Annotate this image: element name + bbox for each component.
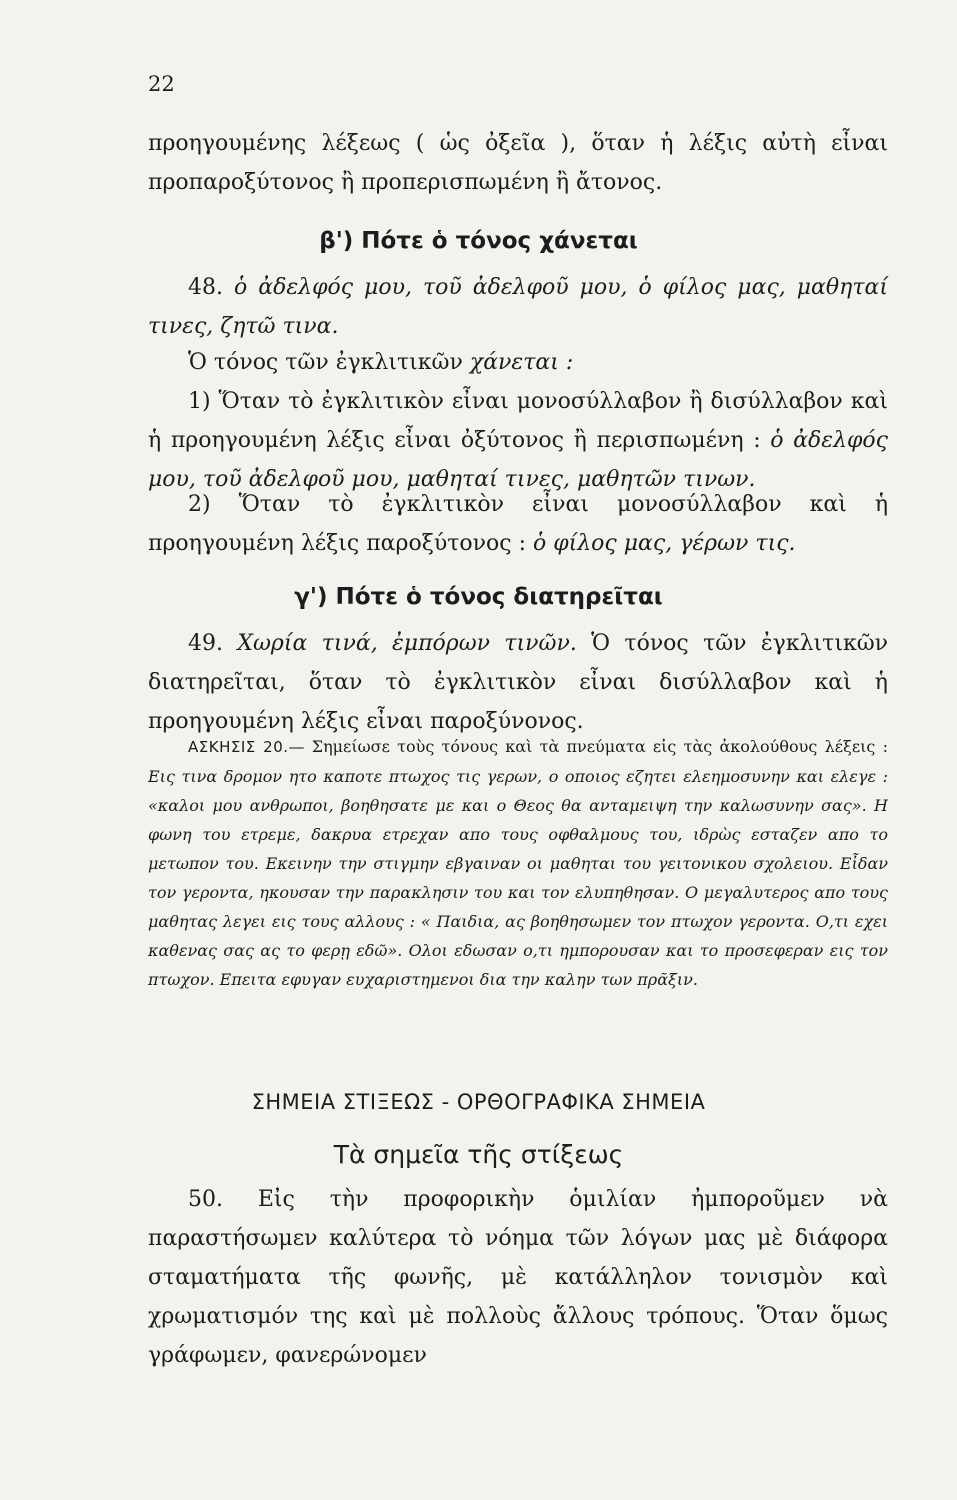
- rule-intro-italic: χάνεται :: [469, 350, 574, 375]
- rule-intro-plain: Ὁ τόνος τῶν ἐγκλιτικῶν: [188, 350, 470, 375]
- chapter-title: ΣΗΜΕΙΑ ΣΤΙΞΕΩΣ - ΟΡΘΟΓΡΑΦΙΚΑ ΣΗΜΕΙΑ: [251, 1090, 706, 1114]
- heading-accent-kept: γ') Πότε ὁ τόνος διατηρεῖται: [294, 584, 663, 610]
- paragraph-continuation: προηγουμένης λέξεως ( ὡς ὀξεῖα ), ὅταν ἡ λέξις αὐτὴ εἶναι προπαροξύτονος ἢ προπερισπωμένη ἢ ἄτονος.: [148, 131, 888, 195]
- example-48: [148, 268, 888, 346]
- paragraph-50-text: Εἰς τὴν προφορικὴν ὁμιλίαν ἠμποροῦμεν νὰ παραστήσωμεν καλύτερα τὸ νόημα τῶν λόγων μας μὲ διάφορα σταματήματα τῆς φωνῆς, μὲ κατάλληλον τονισμὸν καὶ χρωματισμόν της καὶ μὲ πολλοὺς ἄλλους τρόπους. Ὅταν ὅμως γράφωμεν, φανερώνομεν: [148, 1187, 888, 1368]
- example-48-number: 48.: [188, 275, 223, 300]
- exercise-20: [148, 732, 888, 994]
- paragraph-50-number: 50.: [188, 1187, 223, 1212]
- example-49-italic: Χωρία τινά, ἐμπόρων τινῶν.: [237, 631, 577, 656]
- rule-intro: [148, 343, 888, 382]
- page-number: 22: [148, 72, 175, 96]
- heading-accent-lost: β') Πότε ὁ τόνος χάνεται: [319, 228, 638, 254]
- example-49-number: 49.: [188, 631, 223, 656]
- example-49: [148, 624, 888, 741]
- rule-2-plain: 2) Ὅταν τὸ ἐγκλιτικὸν εἶναι μονοσύλλαβον καὶ ἡ προηγουμένη λέξις παροξύτονος :: [148, 492, 888, 556]
- rule-1-example: ὁ ἀδελφός μου, τοῦ ἀδελφοῦ μου, μαθηταί τινες, μαθητῶν τινων.: [148, 428, 888, 492]
- rule-1: [148, 382, 888, 499]
- exercise-intro: — Σημείωσε τοὺς τόνους καὶ τὰ πνεύματα εἰς τὰς ἀκολούθους λέξεις :: [288, 737, 888, 756]
- example-48-text: ὁ ἀδελφός μου, τοῦ ἀδελφοῦ μου, ὁ φίλος μας, μαθηταί τινες, ζητῶ τινα.: [148, 275, 888, 339]
- exercise-label: ΑΣΚΗΣΙΣ 20.: [188, 738, 289, 756]
- exercise-text: Εις τινα δρομον ητο καποτε πτωχος τις γερων, ο οποιος εζητει ελεημοσυνην και ελεγε : «καλοι μου ανθρωποι, βοηθησατε με και ο Θεος θα ανταμειψη την καλωσυνην σας». Η φωνη του ετρεμε, δακρυα ετρεχαν απο τους οφθαλμους του, ιδρὼς εσταζεν απο το μετωπον του. Εκεινην την στιγμην εβγαιναν οι μαθηται του γειτονικου σχολειου. Εἶδαν τον γεροντα, ηκουσαν την παρακλησιν του και τον ελυπηθησαν. Ο μεγαλυτερος απο τους μαθητας λεγει εις τους αλλους : « Παιδια, ας βοηθησωμεν τον πτωχον γεροντα. Ο,τι εχει καθενας σας ας το φερῃ εδῶ». Ολοι εδωσαν ο,τι ημπορουσαν και το προσεφεραν εις τον πτωχον. Επειτα εφυγαν ευχαριστημενοι δια την καλην των πρᾶξιν.: [148, 767, 888, 989]
- paragraph-50: [148, 1180, 888, 1375]
- section-title: Τὰ σημεῖα τῆς στίξεως: [333, 1140, 624, 1169]
- rule-1-plain: 1) Ὅταν τὸ ἐγκλιτικὸν εἶναι μονοσύλλαβον ἢ δισύλλαβον καὶ ἡ προηγουμένη λέξις εἶναι ὀξύτονος ἢ περισπωμένη :: [148, 389, 888, 453]
- example-49-text: Ὁ τόνος τῶν ἐγκλιτικῶν διατηρεῖται, ὅταν τὸ ἐγκλιτικὸν εἶναι δισύλλαβον καὶ ἡ προηγουμένη λέξις εἶναι παροξύνονος.: [148, 631, 889, 734]
- rule-2-example: ὁ φίλος μας, γέρων τις.: [532, 531, 796, 556]
- rule-2: [148, 485, 888, 563]
